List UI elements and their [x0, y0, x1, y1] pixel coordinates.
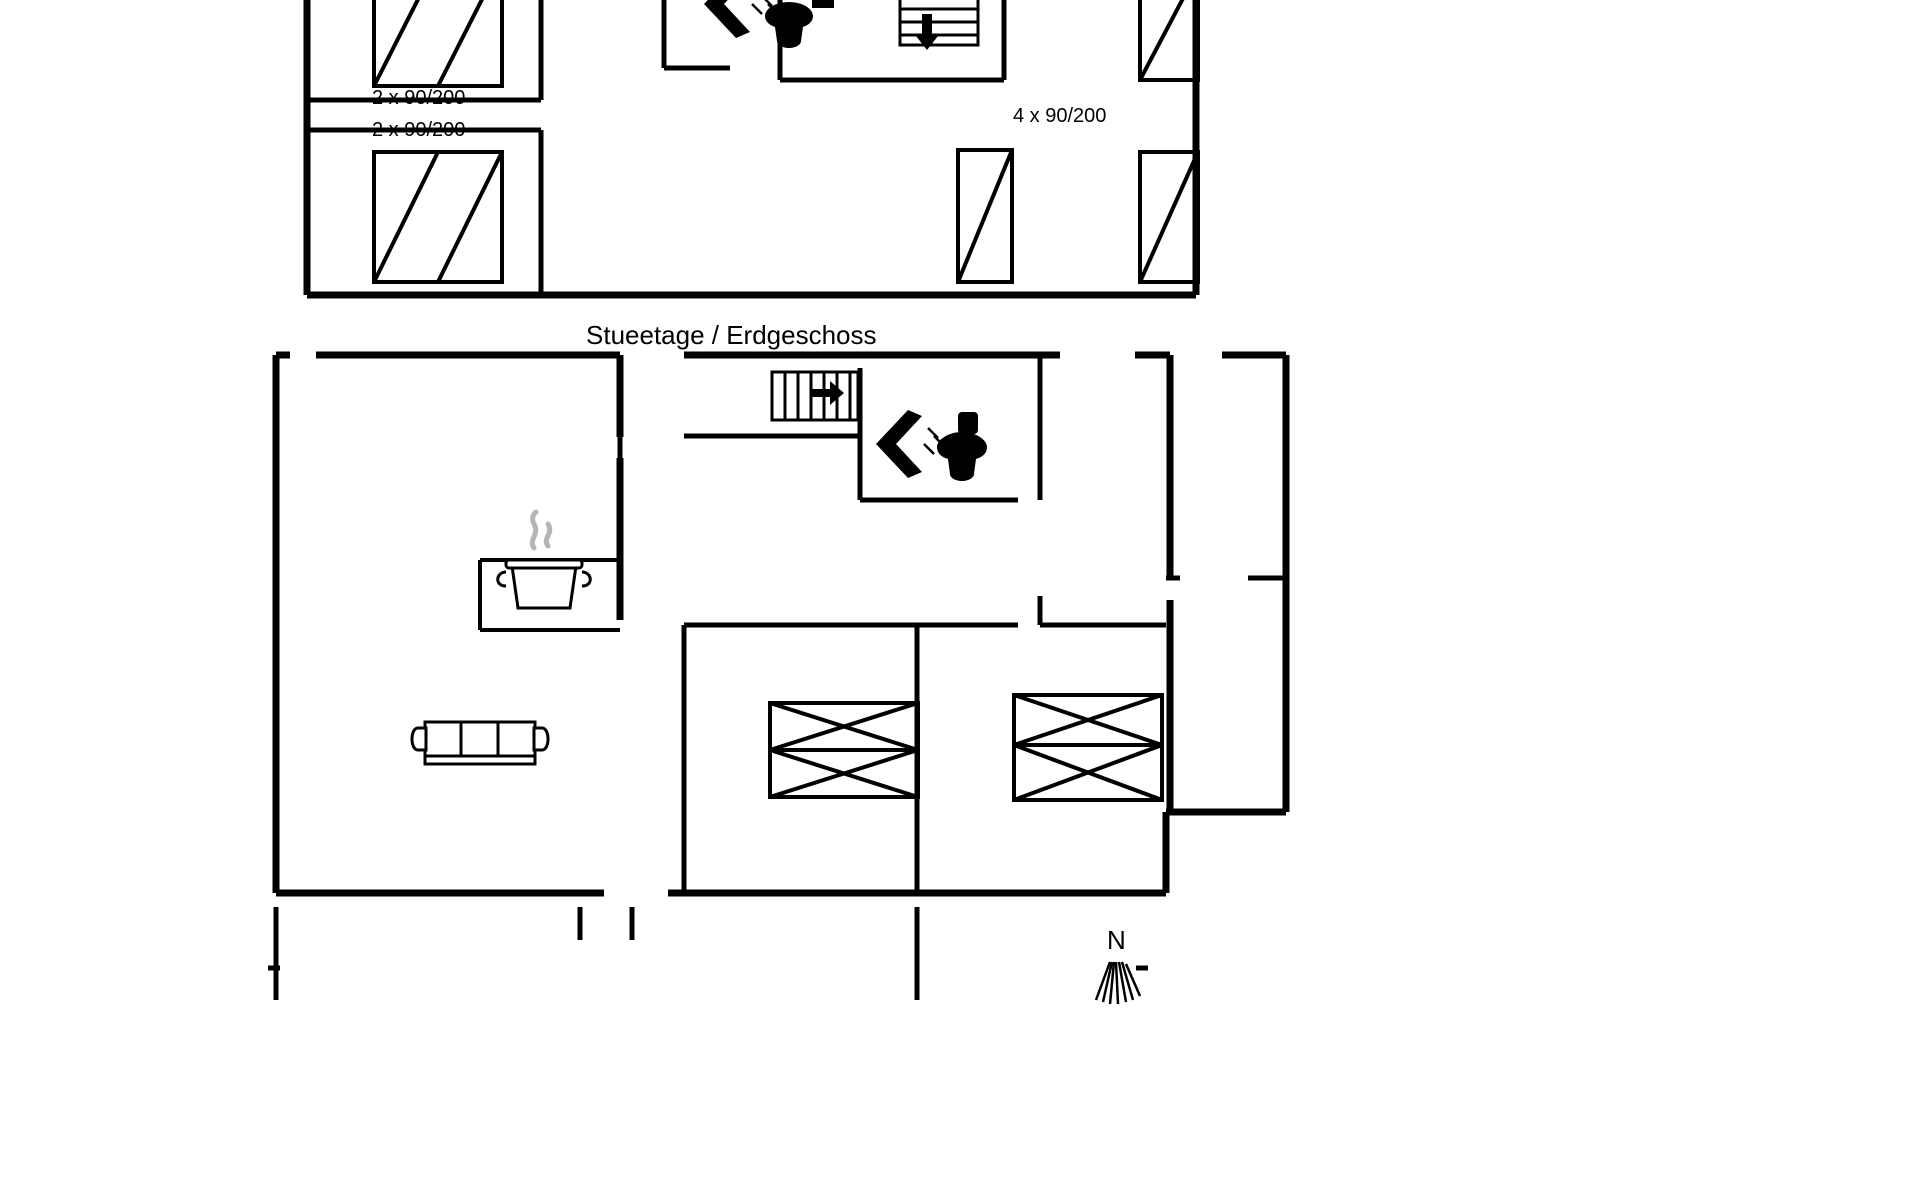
- toilet-icon-ground: [937, 412, 987, 481]
- ground-floor-plan: [268, 355, 1286, 1004]
- ground-floor-title: Stueetage / Erdgeschoss: [586, 320, 877, 350]
- stairs-arrow-ground: [812, 381, 844, 405]
- compass-north-label: N: [1107, 925, 1126, 955]
- upper-window-mid-right: [958, 150, 1012, 282]
- sofa-icon: [412, 722, 548, 764]
- upper-floor-plan: [307, 0, 1198, 295]
- ground-window-right: [1014, 695, 1162, 800]
- steam-icon: [532, 512, 549, 548]
- upper-window-right-bottom: [1140, 152, 1198, 282]
- upper-window-right-top: [1140, 0, 1198, 80]
- compass-north-icon: [1096, 962, 1140, 1004]
- cooking-pot-icon: [498, 560, 591, 608]
- shower-head-icon-upper: [704, 0, 750, 38]
- shower-head-icon-ground: [876, 410, 922, 478]
- toilet-icon-upper: [765, 0, 840, 48]
- upper-window-left-top: [374, 0, 502, 86]
- door-spec-label-3: 4 x 90/200: [1013, 105, 1107, 127]
- door-spec-label-1: 2 x 90/200: [372, 87, 466, 109]
- ground-window-left: [770, 703, 918, 797]
- stairs-icon-upper: [900, 0, 978, 45]
- door-spec-label-2: 2 x 90/200: [372, 119, 466, 141]
- upper-window-left-bottom: [374, 152, 502, 282]
